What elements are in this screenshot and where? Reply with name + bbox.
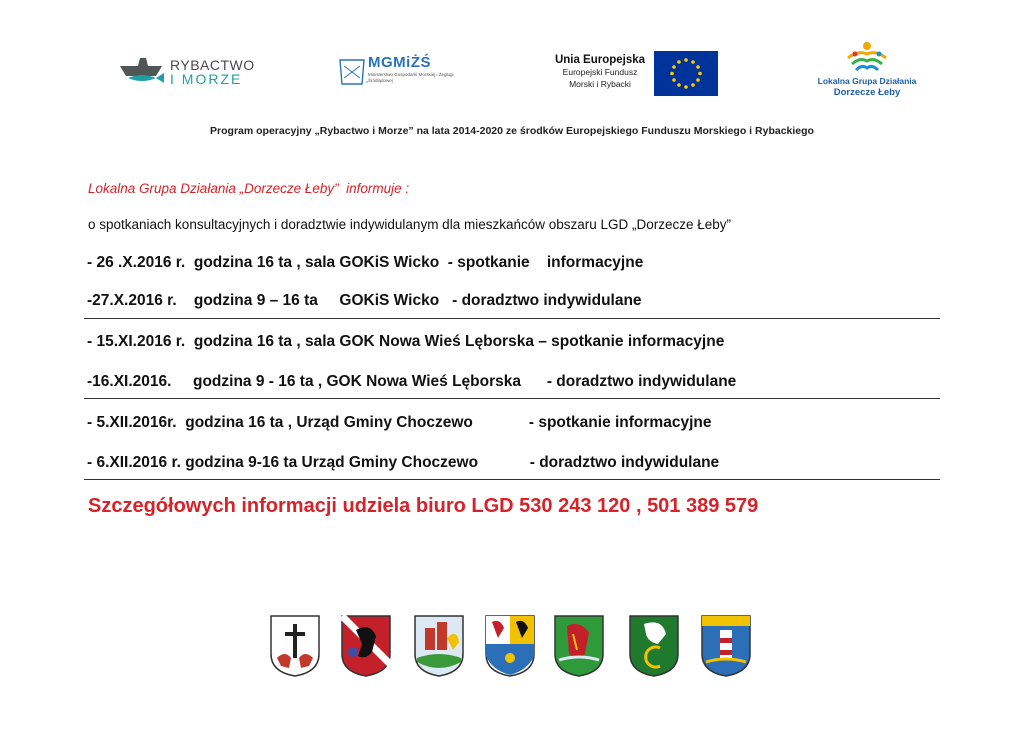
lgd-logo-line1: Lokalna Grupa Działania xyxy=(817,76,917,86)
mgmizs-title: MGMiŻŚ xyxy=(368,54,431,71)
coat-of-arms-griffin-red-icon xyxy=(340,614,392,678)
divider xyxy=(84,479,940,480)
coat-of-arms-lighthouse-icon xyxy=(700,614,752,678)
meeting-item: - 5.XII.2016r. godzina 16 ta , Urząd Gminy Choczewo - spotkanie informacyjne xyxy=(87,414,712,431)
fish-boat-icon xyxy=(118,52,168,88)
meeting-item: - 26 .X.2016 r. godzina 16 ta , sala GOKiS Wicko - spotkanie informacyjne xyxy=(87,254,644,271)
coat-of-arms-green-icon xyxy=(553,614,605,678)
lgd-figures-icon xyxy=(800,40,934,76)
mgmizs-subtitle: Ministerstwo Gospodarki Morskiej i Żeglugi Śródlądowej xyxy=(368,72,454,83)
coat-of-arms-cross-icon xyxy=(269,614,321,678)
meeting-item: -27.X.2016 r. godzina 9 – 16 ta GOKiS Wicko - doradztwo indywidulane xyxy=(87,292,642,309)
meeting-item: - 15.XI.2016 r. godzina 16 ta , sala GOK Nowa Wieś Lęborska – spotkanie informacyjne xyxy=(87,333,725,350)
divider xyxy=(84,318,940,319)
eu-title: Unia Europejska xyxy=(554,54,646,66)
contact-info: Szczegółowych informacji udziela biuro LGD 530 243 120 , 501 389 579 xyxy=(88,495,759,517)
rybactwo-logo-line1: RYBACTWO xyxy=(170,57,255,73)
coat-of-arms-griffin-green-icon xyxy=(628,614,680,678)
lgd-dorzecze-leby-logo xyxy=(800,40,934,100)
program-line: Program operacyjny „Rybactwo i Morze” na lata 2014-2020 ze środków Europejskiego Funduszu Morskiego i Rybackiego xyxy=(210,125,814,137)
lgd-logo-line2: Dorzecze Łeby xyxy=(833,87,901,98)
rybactwo-i-morze-logo xyxy=(118,52,268,92)
coat-of-arms-castle-icon xyxy=(413,614,465,678)
meeting-item: - 6.XII.2016 r. godzina 9-16 ta Urząd Gminy Choczewo - doradztwo indywidulane xyxy=(87,454,720,471)
announcement-intro: Lokalna Grupa Działania „Dorzecze Łeby” informuje : xyxy=(88,181,410,196)
ministry-emblem-icon xyxy=(336,52,368,92)
eu-flag-icon xyxy=(654,51,718,96)
coat-of-arms-quartered-icon xyxy=(484,614,536,678)
eu-fund-line2: Morski i Rybacki xyxy=(569,79,631,89)
meeting-item: -16.XI.2016. godzina 9 - 16 ta , GOK Nowa Wieś Lęborska - doradztwo indywidulane xyxy=(87,373,737,390)
eu-fund-line1: Europejski Fundusz xyxy=(562,67,638,77)
rybactwo-logo-line2: I MORZE xyxy=(170,71,243,87)
eu-caption xyxy=(548,54,652,90)
divider xyxy=(84,398,940,399)
mgmizs-logo xyxy=(336,52,466,94)
announcement-subtitle: o spotkaniach konsultacyjnych i doradztwie indywidulanym dla mieszkańców obszaru LGD „Dorzecze Łeby” xyxy=(88,217,732,232)
